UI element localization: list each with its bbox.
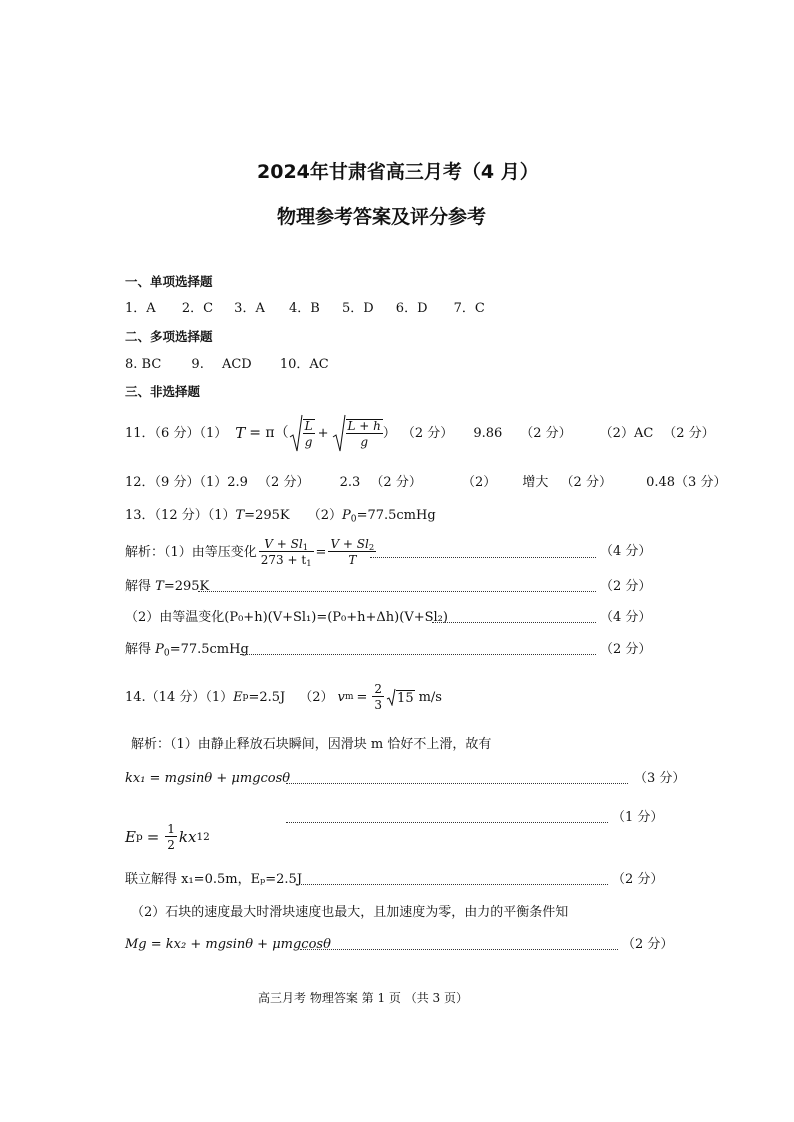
- section-multi-choice: 二、多项选择题: [125, 329, 213, 344]
- q11-sqrt-1: [289, 413, 315, 453]
- answer-2: 2．C: [181, 301, 214, 316]
- section-non-choice: 三、非选择题: [125, 384, 201, 399]
- q13-den2: T: [348, 553, 357, 567]
- q13-P-value: =77.5cmHg: [356, 508, 436, 523]
- q14-score-4: （2 分）: [622, 937, 674, 952]
- q11-line: [125, 412, 715, 454]
- q14-head: 14.（14 分）（1） E p =2.5J （2） v m = $\frac{2}{3}$ 15 m/s: [125, 682, 442, 712]
- q12-score-1: （2 分）: [258, 475, 310, 490]
- q14-head-label: 14.（14 分）（1）: [125, 689, 234, 705]
- answer-10: 10．AC: [279, 357, 329, 372]
- q14-Ep-value: =2.5J: [248, 689, 286, 705]
- q14-score-3: （2 分）: [612, 872, 664, 887]
- dotted-leader: [300, 949, 618, 950]
- answer-1: 1．A: [125, 301, 156, 316]
- q13-line-3: （2）由等温变化(P₀+h)(V+Sl₁)=(P₀+h+Δh)(V+Sl₂): [125, 610, 448, 625]
- dotted-leader: [296, 884, 608, 885]
- q12-value-2: 2.3: [339, 475, 361, 490]
- q12-score-3: （2 分）: [560, 475, 612, 490]
- q12-part1: 12．（9 分）（1）2.9: [125, 475, 248, 490]
- q14-part2: （2）: [299, 689, 334, 705]
- q14-den: 3: [374, 698, 383, 712]
- q11-eq: = π（: [249, 425, 289, 441]
- q13-analysis-1: 解析：（1）由等压变化: [125, 544, 257, 560]
- q11-part2: （2）AC: [599, 425, 654, 441]
- q13-head: 13．（12 分）（1）T=295K $(2)P_0=77.5cmHg$: [125, 508, 436, 525]
- q13-score-4: （2 分）: [600, 642, 652, 657]
- q14-frac: [372, 683, 384, 711]
- answer-6: 6．D: [395, 301, 428, 316]
- q14-half: [165, 823, 177, 851]
- page-title: 2024年甘肃省高三月考（4 月）: [257, 161, 539, 183]
- q11-plus: +: [317, 425, 329, 441]
- q13-eq: =: [315, 544, 327, 560]
- dotted-leader: [198, 591, 596, 592]
- q13-line-1: [125, 536, 378, 568]
- q13-den1: 273 + t: [260, 553, 307, 567]
- q13-score-3: （4 分）: [600, 610, 652, 625]
- q11-g2: g: [360, 434, 369, 449]
- q11-score-2: （2 分）: [520, 425, 572, 441]
- q13-score-1: （4 分）: [600, 544, 652, 559]
- dotted-leader: [432, 622, 596, 623]
- answer-8: 8. BC: [125, 357, 162, 372]
- section-single-choice: 一、单项选择题: [125, 274, 213, 289]
- q13-T: T: [235, 508, 245, 523]
- q14-half-den: 2: [167, 838, 175, 852]
- dotted-leader: [286, 783, 628, 784]
- sqrt-icon: [386, 688, 396, 706]
- q14-formula-1: kx₁ = mgsinθ + μmgcosθ: [125, 771, 291, 786]
- q11-Lh: L + h: [347, 418, 381, 433]
- q14-score-2: （1 分）: [612, 810, 664, 825]
- q14-analysis-1: 解析：（1）由静止释放石块瞬间，因滑块 m 恰好不上滑，故有: [131, 737, 492, 752]
- q14-formula-3: Mg = kx₂ + mgsinθ + μmgcosθ: [125, 937, 331, 952]
- q11-close: ）: [382, 425, 396, 441]
- q13-head-label: 13．（12 分）（1）: [125, 508, 236, 523]
- q12-value-3: 增大: [522, 475, 549, 490]
- q14-line-4: （2）石块的速度最大时滑块速度也最大，且加速度为零，由力的平衡条件知: [131, 905, 569, 920]
- q13-solve-label: 解得: [125, 579, 156, 594]
- q13-num2: V + Sl: [330, 537, 369, 551]
- answer-5: 5．D: [341, 301, 374, 316]
- q13-solve2-value: =77.5cmHg: [169, 642, 249, 657]
- q11-score-1: （2 分）: [401, 425, 454, 441]
- q11-T: T: [235, 423, 246, 442]
- q14-score-1: （3 分）: [634, 771, 686, 786]
- answer-7: 7．C: [453, 301, 485, 316]
- q14-eq: =: [356, 689, 368, 705]
- dotted-leader: [286, 822, 608, 823]
- q14-unit: m/s: [418, 689, 442, 705]
- q11-value: 9.86: [473, 425, 503, 441]
- q12-line: [125, 476, 726, 489]
- q11-L: L: [304, 418, 313, 433]
- q13-part2: （2）: [307, 508, 343, 523]
- q13-solve-value: =295K: [163, 579, 210, 594]
- q14-Ep2-eq: =: [146, 827, 160, 846]
- q13-score-2: （2 分）: [600, 579, 652, 594]
- answer-3: 3．A: [234, 301, 265, 316]
- q12-value-4: 0.48（3 分）: [646, 475, 727, 490]
- q13-T-value: =295K: [244, 508, 290, 523]
- dotted-leader: [240, 654, 596, 655]
- q14-line-3: 联立解得 x₁=0.5m，Eₚ=2.5J: [125, 872, 303, 887]
- q14-formula-2: E p = $\frac{1}{2}$ kx 1 2: [125, 822, 210, 852]
- q14-num: 2: [374, 682, 383, 696]
- q11-sqrt-2: [332, 413, 383, 453]
- q14-vm: v: [337, 689, 345, 705]
- dotted-leader: [370, 557, 596, 558]
- q14-kx: kx: [178, 827, 197, 846]
- q12-score-2: （2 分）: [370, 475, 422, 490]
- single-choice-answers: [125, 302, 485, 315]
- q13-P: P: [342, 508, 351, 523]
- q13-solve2-label: 解得: [125, 642, 156, 657]
- q12-part2: （2）: [461, 475, 497, 490]
- q13-line-2: 解得 T=295K: [125, 579, 210, 594]
- q13-num1: V + Sl: [264, 537, 303, 551]
- answer-9-label: 9.: [191, 357, 204, 372]
- multi-choice-answers: [125, 358, 329, 371]
- page-subtitle: 物理参考答案及评分参考: [277, 206, 487, 228]
- q11-g1: g: [304, 434, 313, 449]
- q13-frac-1: $\frac{V + Sl_1}{273 + t_1}$: [260, 537, 312, 569]
- q13-line-4: 解得 $P_0=77.5cmHg$: [125, 642, 249, 659]
- q11-score-3: （2 分）: [663, 425, 715, 441]
- answer-4: 4．B: [288, 301, 320, 316]
- answer-9: ACD: [221, 357, 252, 372]
- q14-Ep2: E: [125, 827, 136, 846]
- q14-root: 15: [397, 690, 414, 706]
- q14-Ep: E: [233, 689, 243, 705]
- page-footer: 高三月考 物理答案 第 1 页 （共 3 页）: [258, 991, 468, 1005]
- q11-prefix: 11．（6 分）（1）: [125, 425, 228, 441]
- q14-half-num: 1: [167, 822, 175, 836]
- q13-frac-2: $\frac{V + Sl_2}{T}$: [330, 537, 375, 567]
